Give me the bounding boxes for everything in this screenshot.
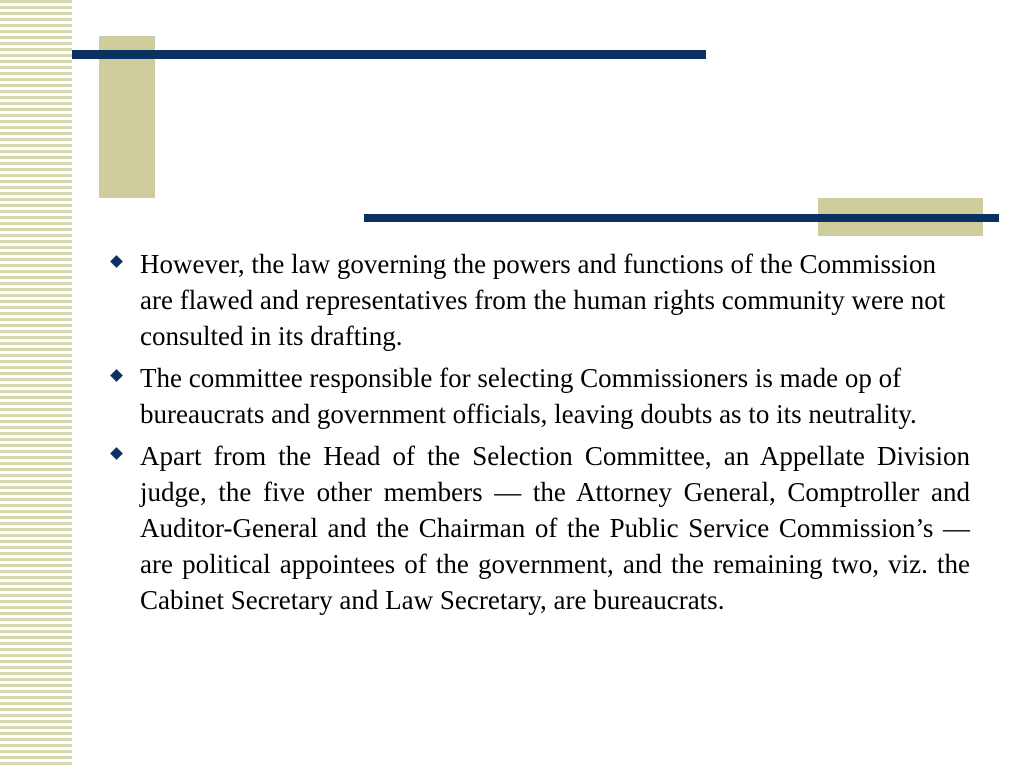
diamond-bullet-icon xyxy=(106,246,126,282)
bullet-item xyxy=(100,246,970,354)
bullet-text: The committee responsible for selecting Commissioners is made op of bureaucrats and government officials, leaving doubts as to its neutrality. xyxy=(140,363,917,429)
bullet-text: However, the law governing the powers and functions of the Commission are flawed and representatives from the human rights community were not consulted in its drafting. xyxy=(140,249,946,351)
diamond-bullet-icon xyxy=(106,438,126,474)
slide-body xyxy=(100,246,970,624)
decorative-bar-top xyxy=(72,50,706,59)
decorative-bar-middle xyxy=(364,214,999,222)
diamond-bullet-icon xyxy=(106,360,126,396)
bullet-text: Apart from the Head of the Selection Committee, an Appellate Division judge, the five other members — the Attorney General, Comptroller and Auditor-General and the Chairman of the Public Service Commission’s — are political appointees of the government, and the remaining two, viz. the Cabinet Secretary and Law Secretary, are bureaucrats. xyxy=(140,441,970,615)
bullet-item xyxy=(100,360,970,432)
decorative-block-top xyxy=(99,36,155,198)
decorative-stripes xyxy=(0,0,72,768)
bullet-item xyxy=(100,438,970,618)
